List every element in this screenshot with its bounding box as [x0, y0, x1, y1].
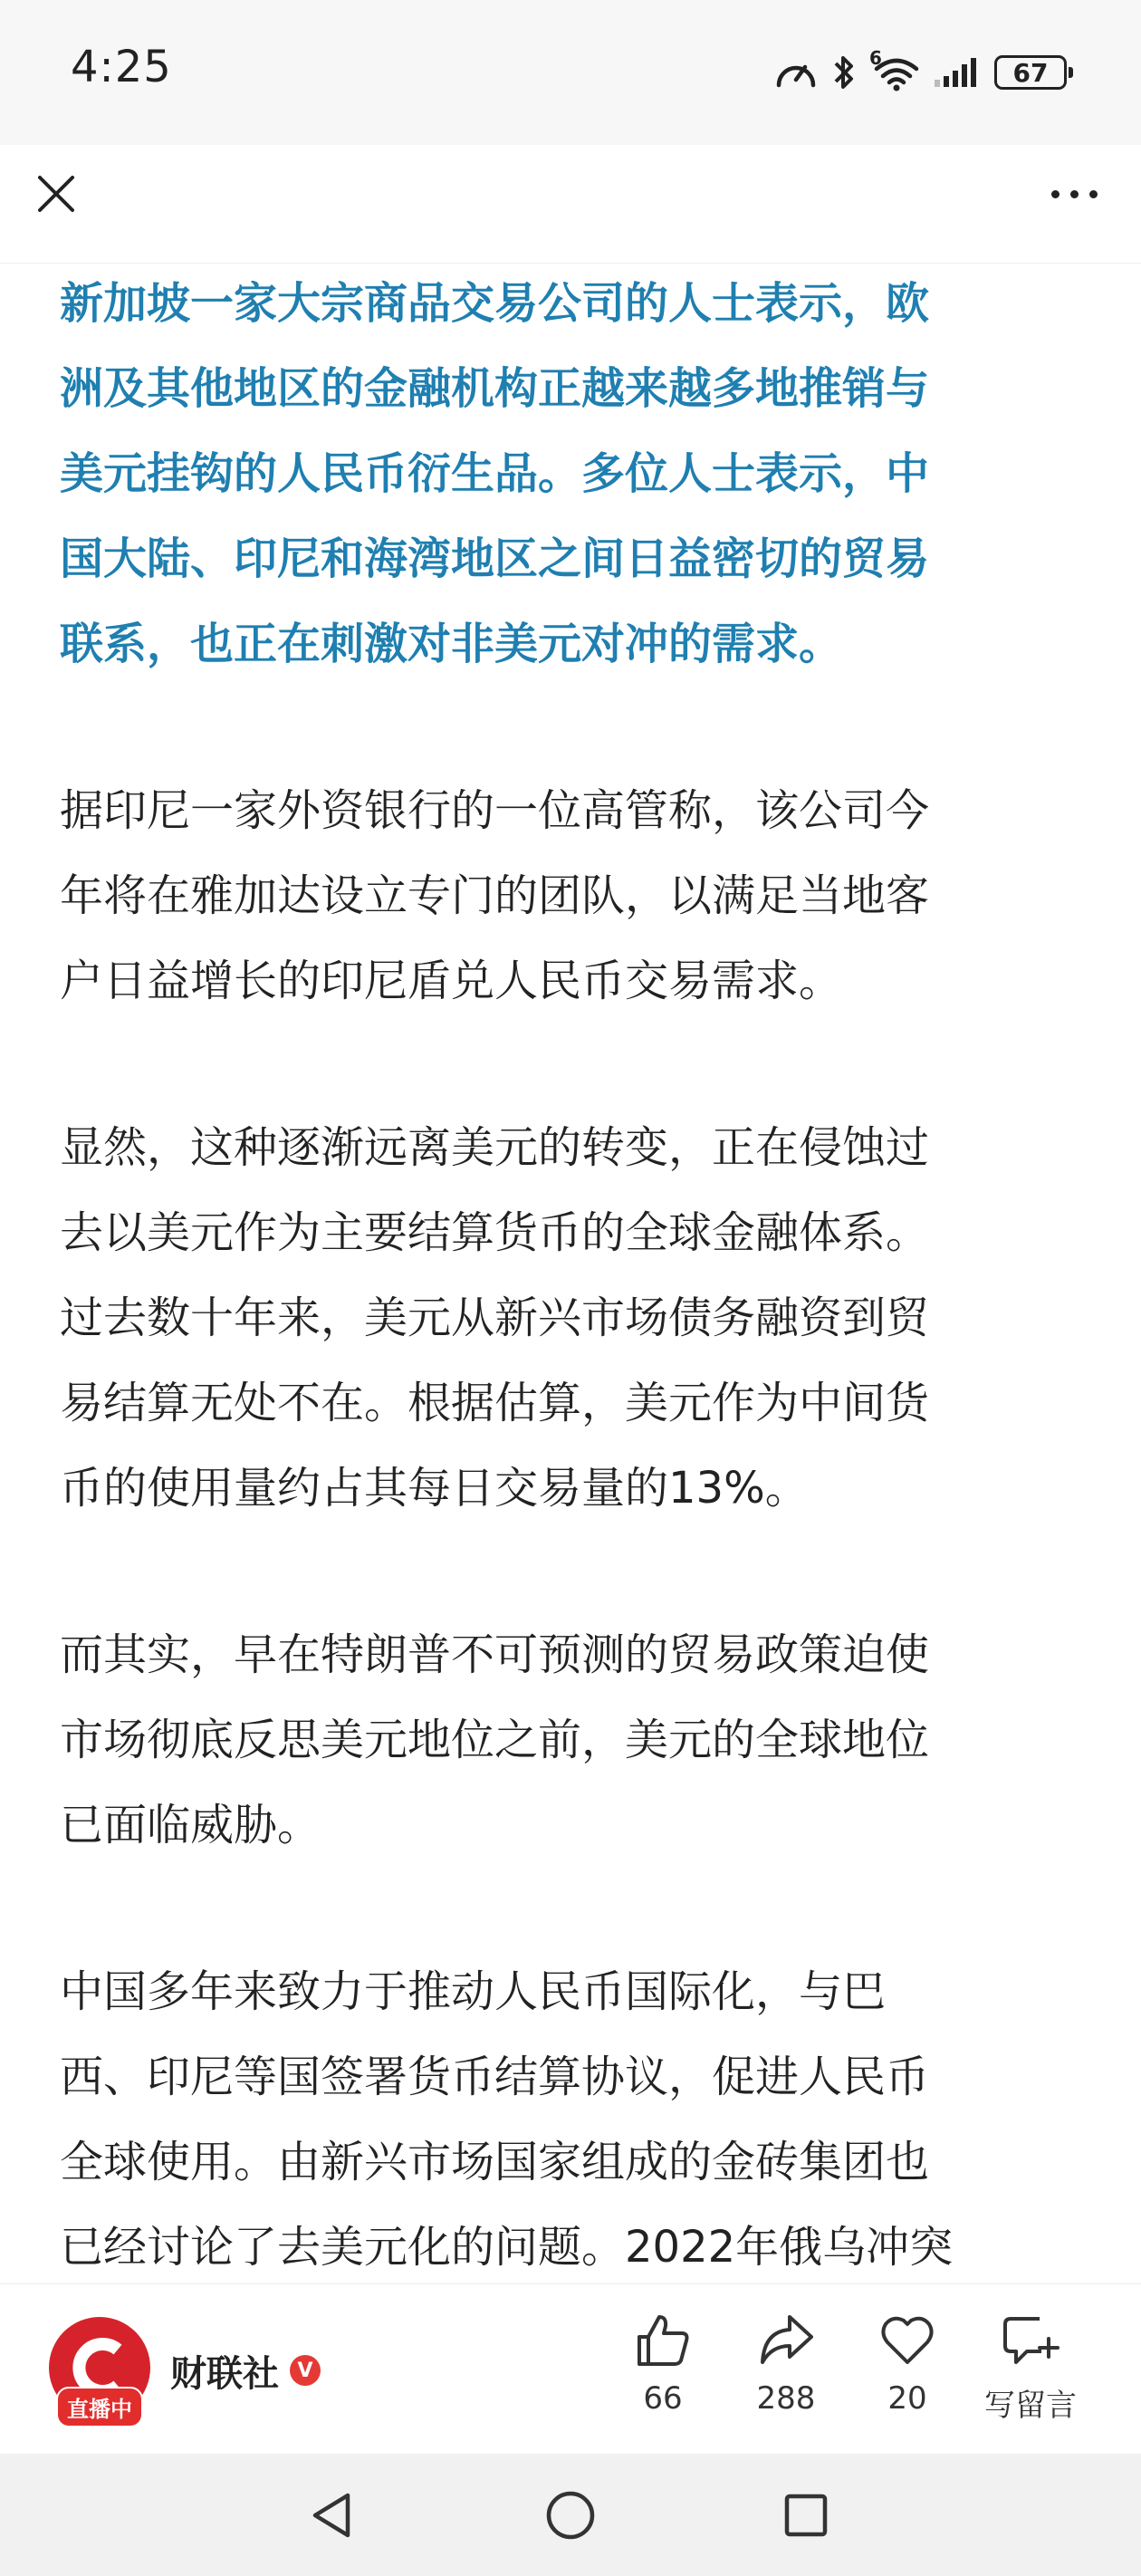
more-options-button[interactable] [1038, 165, 1110, 223]
system-nav-bar [0, 2454, 1141, 2576]
favorite-button[interactable] [853, 2312, 962, 2417]
home-circle-icon [543, 2488, 598, 2542]
verified-badge-icon: V [290, 2355, 321, 2386]
nav-home-button[interactable] [542, 2486, 599, 2544]
article-paragraph-2: 据印尼一家外资银行的一位高管称，该公司今 年将在雅加达设立专门的团队，以满足当地客 户日益增长的印尼盾兑人民币交易需求。 [60, 785, 930, 1006]
source-account[interactable] [49, 2321, 321, 2420]
status-time: 4:25 [71, 42, 172, 92]
favorite-count: 20 [887, 2380, 927, 2417]
nav-recents-button[interactable] [777, 2486, 835, 2544]
back-triangle-icon [308, 2490, 355, 2541]
battery-icon [994, 55, 1067, 90]
network-generation-label: 6 [869, 47, 882, 69]
source-name[interactable]: 财联社 [170, 2352, 279, 2395]
bluetooth-icon [831, 53, 857, 92]
heart-icon [878, 2312, 936, 2368]
article-paragraph-3: 显然，这种逐渐远离美元的转变，正在侵蚀过 去以美元作为主要结算货币的全球金融体系。 过去数十年来，美元从新兴市场债务融资到贸 易结算无处不在。根据估算，美元作为中间货 币的使用量约占其每日交易量的13%。 [60, 1122, 930, 1514]
battery-level: 67 [1012, 57, 1049, 88]
like-count: 66 [643, 2380, 683, 2417]
nav-back-button[interactable] [302, 2486, 360, 2544]
article-body [60, 261, 1083, 2283]
recents-square-icon [781, 2490, 831, 2541]
top-toolbar [0, 145, 1141, 264]
share-arrow-icon [757, 2312, 815, 2368]
share-button[interactable] [732, 2312, 840, 2417]
bottom-action-bar [0, 2283, 1141, 2455]
status-bar [0, 0, 1141, 145]
more-dots-icon [1051, 190, 1060, 198]
thumbs-up-icon [634, 2312, 692, 2368]
comment-add-icon [1002, 2312, 1060, 2368]
live-badge: 直播中 [56, 2387, 143, 2427]
share-count: 288 [756, 2380, 816, 2417]
article-paragraph-5: 中国多年来致力于推动人民币国际化，与巴 西、印尼等国签署货币结算协议，促进人民币 全球使用。由新兴市场国家组成的金砖集团也 已经讨论了去美元化的问题。2022年俄乌冲突 [60, 1966, 954, 2273]
like-button[interactable] [609, 2312, 717, 2417]
source-avatar[interactable] [49, 2317, 156, 2424]
article-paragraph-1: 新加坡一家大宗商品交易公司的人士表示，欧 洲及其他地区的金融机构正越来越多地推销与 美元挂钩的人民币衍生品。多位人士表示，中 国大陆、印尼和海湾地区之间日益密切的贸易 联系，也正在刺激对非美元对冲的需求。 [60, 278, 930, 669]
cell-signal-icon [933, 53, 982, 92]
close-icon [34, 172, 78, 216]
write-comment-button[interactable] [976, 2312, 1085, 2425]
speed-gauge-icon [773, 53, 819, 92]
article-paragraph-4: 而其实，早在特朗普不可预测的贸易政策迫使 市场彻底反思美元地位之前，美元的全球地位 已面临威胁。 [60, 1629, 930, 1850]
status-icons [773, 45, 1067, 100]
wifi-icon [869, 47, 920, 92]
close-button[interactable] [27, 165, 85, 223]
write-comment-label: 写留言 [984, 2388, 1077, 2424]
